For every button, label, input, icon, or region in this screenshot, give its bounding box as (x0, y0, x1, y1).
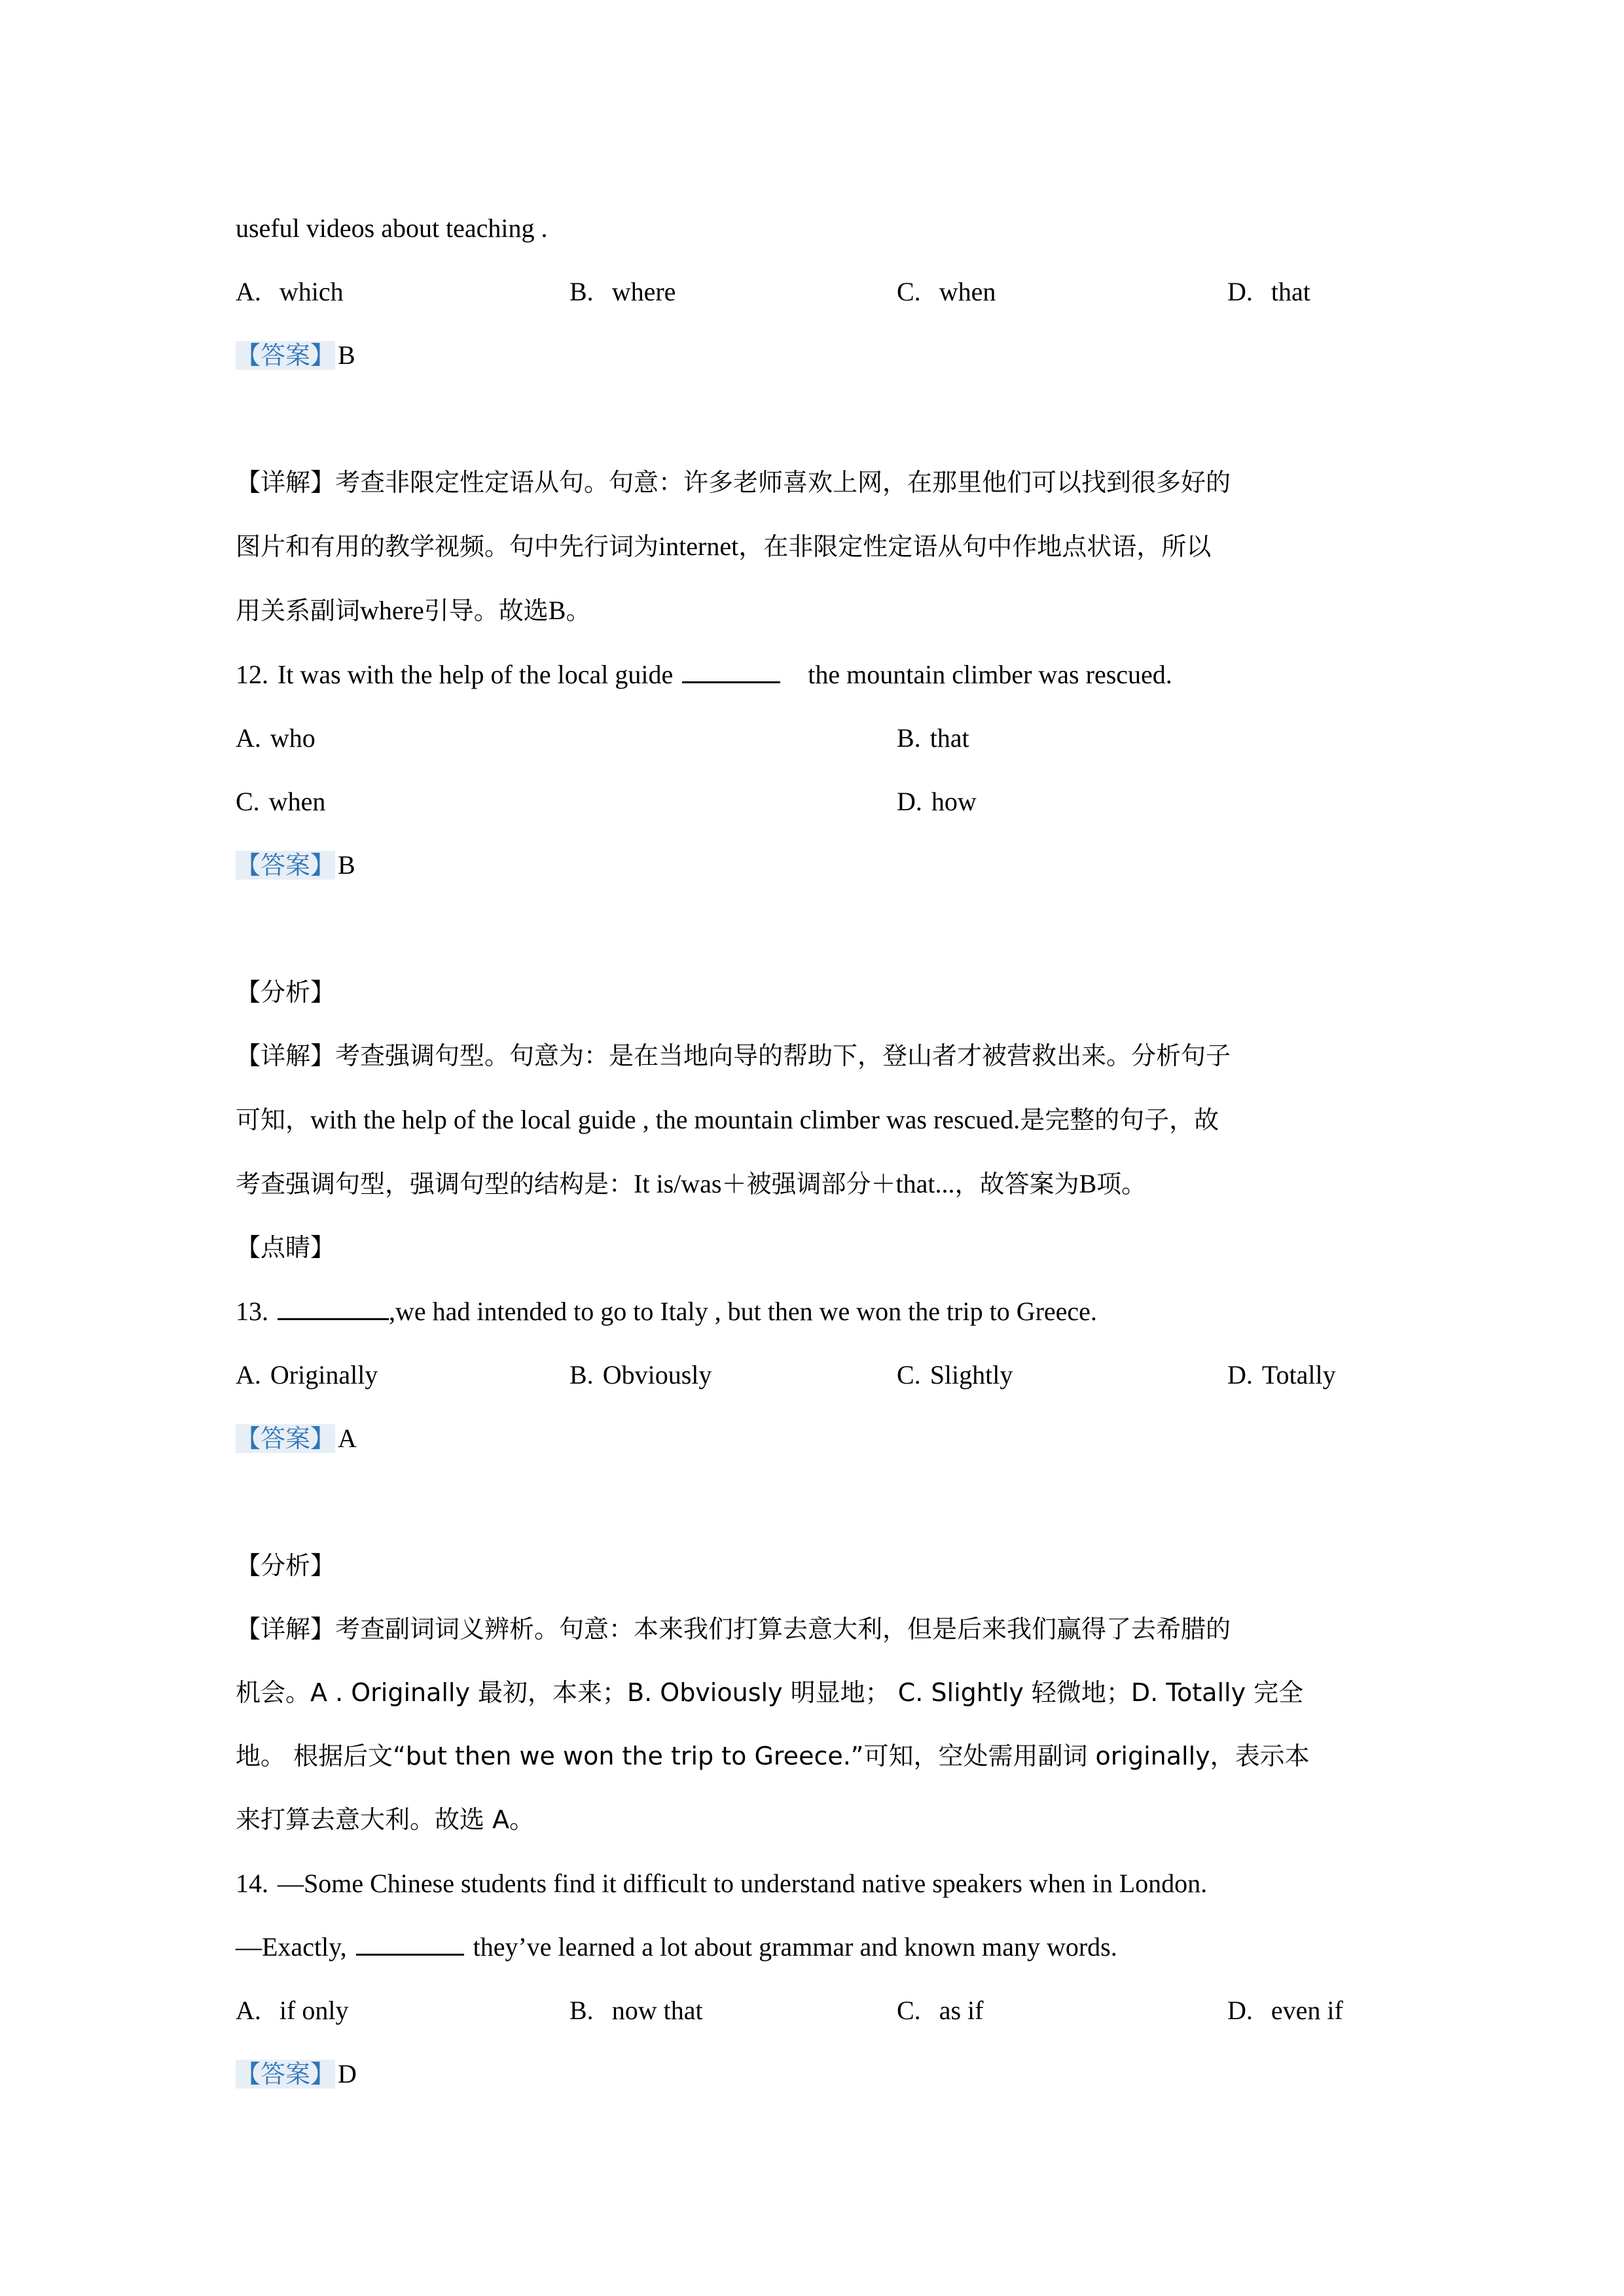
q12-stem-part2: the mountain climber was rescued. (808, 660, 1172, 689)
spacer-after-q12-answer (236, 897, 1408, 961)
q11-option-d-label: D. (1227, 277, 1253, 306)
q11-option-a-text: which (279, 277, 344, 306)
q12-detail-en-b: B (1079, 1169, 1097, 1198)
q12-detail-text-3b: ＋被强调部分＋ (721, 1170, 896, 1198)
q14-options-row (236, 1979, 1408, 2042)
q11-options-row (236, 260, 1408, 323)
q11-stem-continuation: useful videos about teaching . (236, 213, 548, 243)
q12-detail-text-3a: 考查强调句型，强调句型的结构是： (236, 1170, 634, 1198)
q11-detail-text-3d: 。 (566, 596, 591, 625)
q11-answer-value: B (338, 340, 355, 370)
q11-detail-text-2b: ，在非限定性定语从句中作地点状语，所以 (738, 532, 1212, 561)
q14-stem-text-1: —Some Chinese students find it difficult to understand native speakers when in London. (278, 1869, 1208, 1898)
q14-option-b-text: now that (611, 1996, 703, 2025)
q11-detail-en-b: B (548, 596, 566, 625)
q12-detail-line-1 (236, 1024, 1408, 1088)
q11-option-c-text: when (939, 277, 996, 306)
q14-answer-row (236, 2042, 1408, 2106)
q11-option-a[interactable] (236, 260, 569, 323)
q13-option-c[interactable] (897, 1343, 1227, 1407)
q11-detail-text-1: 考查非限定性定语从句。句意：许多老师喜欢上网，在那里他们可以找到很多好的 (335, 468, 1231, 497)
q13-number: 13. (236, 1297, 268, 1326)
q12-options-row-1 (236, 706, 1408, 770)
q12-option-b-text: that (929, 723, 969, 753)
q14-option-b-label: B. (569, 1996, 594, 2025)
q13-option-b-label: B. (569, 1360, 594, 1390)
q12-option-d-label: D. (897, 787, 922, 816)
q13-option-c-label: C. (897, 1360, 921, 1390)
q11-option-b-label: B. (569, 277, 594, 306)
q11-option-a-label: A. (236, 277, 261, 306)
q13-answer-row (236, 1407, 1408, 1471)
q13-option-a-label: A. (236, 1360, 261, 1390)
q13-option-a[interactable] (236, 1343, 569, 1407)
q13-answer-value: A (338, 1424, 357, 1453)
q12-detail-text-2a: 可知， (236, 1105, 311, 1134)
q12-answer-value: B (338, 850, 355, 880)
q11-detail-en-where: where (360, 596, 424, 625)
q12-detail-en-sentence: with the help of the local guide , the mountain climber was rescued. (310, 1105, 1020, 1134)
q12-stem-part1: It was with the help of the local guide (278, 660, 674, 689)
q12-option-d[interactable] (897, 770, 977, 833)
q14-option-d-text: even if (1271, 1996, 1343, 2025)
q14-stem-text-2a: —Exactly, (236, 1932, 347, 1962)
q12-options-row-2 (236, 770, 1408, 833)
q14-stem-line-1 (236, 1852, 1408, 1915)
q11-option-c[interactable] (897, 260, 1227, 323)
q11-detail-text-3a: 用关系副词 (236, 596, 361, 625)
spacer-after-q11-answer (236, 387, 1408, 451)
q14-option-b[interactable] (569, 1979, 897, 2042)
q13-stem-part2: ,we had intended to go to Italy , but then we won the trip to Greece. (389, 1297, 1097, 1326)
q13-option-d[interactable] (1227, 1343, 1336, 1407)
q11-detail-text-2a: 图片和有用的教学视频。句中先行词为 (236, 532, 659, 561)
q12-dianjing-marker: 【点睛】 (236, 1233, 336, 1262)
q13-blank[interactable] (278, 1318, 389, 1320)
q12-option-c-text: when (268, 787, 326, 816)
q12-detail-text-1: 考查强调句型。句意为：是在当地向导的帮助下，登山者才被营救出来。分析句子 (335, 1041, 1231, 1070)
q12-blank[interactable] (682, 681, 780, 683)
q14-option-d-label: D. (1227, 1996, 1253, 2025)
q13-detail-line-2: 机会。A . Originally 最初，本来；B. Obviously 明显地； C. Slightly 轻微地；D. Totally 完全 (236, 1678, 1304, 1707)
q12-detail-en-itiswas: It is/was (634, 1169, 722, 1198)
q11-option-c-label: C. (897, 277, 921, 306)
q13-detail-text-1: 考查副词词义辨析。句意：本来我们打算去意大利，但是后来我们赢得了去希腊的 (335, 1615, 1231, 1643)
q11-answer-row (236, 323, 1408, 387)
q12-number: 12. (236, 660, 268, 689)
q11-option-d[interactable] (1227, 260, 1310, 323)
answer-tag: 【答案】 (236, 2060, 336, 2089)
q14-answer-value: D (338, 2059, 357, 2089)
q13-stem (236, 1280, 1408, 1343)
q13-option-d-label: D. (1227, 1360, 1253, 1390)
q12-option-c[interactable] (236, 770, 897, 833)
q13-detail-line-3: 地。 根据后文“but then we won the trip to Greece.”可知，空处需用副词 originally，表示本 (236, 1742, 1310, 1770)
q11-detail-line-1 (236, 451, 1408, 514)
q12-option-a-label: A. (236, 723, 261, 753)
q11-option-b-text: where (611, 277, 676, 306)
q13-option-a-text: Originally (270, 1360, 378, 1390)
q11-detail-en-internet: internet (659, 531, 739, 561)
detail-marker: 【详解】 (236, 1615, 336, 1643)
q12-analysis-marker: 【分析】 (236, 978, 336, 1007)
q12-option-b-label: B. (897, 723, 921, 753)
q14-stem-line-2 (236, 1915, 1408, 1979)
q14-option-c-text: as if (939, 1996, 984, 2025)
q12-detail-line-3 (236, 1152, 1408, 1216)
q12-option-b[interactable] (897, 706, 969, 770)
spacer-after-q13-answer (236, 1471, 1408, 1534)
q11-option-d-text: that (1271, 277, 1310, 306)
q14-option-d[interactable] (1227, 1979, 1343, 2042)
q14-option-a-label: A. (236, 1996, 261, 2025)
answer-tag: 【答案】 (236, 341, 336, 370)
q14-stem-text-2b: they’ve learned a lot about grammar and known many words. (473, 1932, 1117, 1962)
q14-blank[interactable] (356, 1954, 464, 1956)
q11-detail-line-2 (236, 514, 1408, 579)
detail-marker: 【详解】 (236, 468, 336, 497)
answer-tag: 【答案】 (236, 851, 336, 880)
q12-detail-text-2b: 是完整的句子，故 (1020, 1105, 1219, 1134)
q14-option-a-text: if only (279, 1996, 349, 2025)
q12-option-d-text: how (931, 787, 977, 816)
q13-option-c-text: Slightly (929, 1360, 1013, 1390)
detail-marker: 【详解】 (236, 1041, 336, 1070)
q13-options-row (236, 1343, 1408, 1407)
q12-detail-en-that: that... (895, 1169, 955, 1198)
q14-option-c[interactable] (897, 1979, 1227, 2042)
q13-option-b-text: Obviously (602, 1360, 712, 1390)
q12-stem (236, 643, 1408, 706)
q11-option-b[interactable] (569, 260, 897, 323)
q13-detail-line-1 (236, 1598, 1408, 1661)
q11-detail-line-3 (236, 579, 1408, 643)
q12-detail-line-2 (236, 1088, 1408, 1152)
q12-option-a-text: who (270, 723, 316, 753)
q12-answer-row (236, 833, 1408, 897)
q12-detail-text-3c: ，故答案为 (954, 1170, 1079, 1198)
q12-option-c-label: C. (236, 787, 260, 816)
q12-option-a[interactable] (236, 706, 897, 770)
q12-detail-text-3d: 项。 (1096, 1170, 1147, 1198)
q13-option-b[interactable] (569, 1343, 897, 1407)
q14-option-a[interactable] (236, 1979, 569, 2042)
q13-analysis-marker: 【分析】 (236, 1551, 336, 1580)
q13-detail-line-4: 来打算去意大利。故选 A。 (236, 1805, 535, 1834)
q11-detail-text-3b: 引导。故选 (424, 596, 549, 625)
answer-tag: 【答案】 (236, 1424, 336, 1453)
q14-option-c-label: C. (897, 1996, 921, 2025)
q14-number: 14. (236, 1869, 268, 1898)
q13-option-d-text: Totally (1261, 1360, 1336, 1390)
